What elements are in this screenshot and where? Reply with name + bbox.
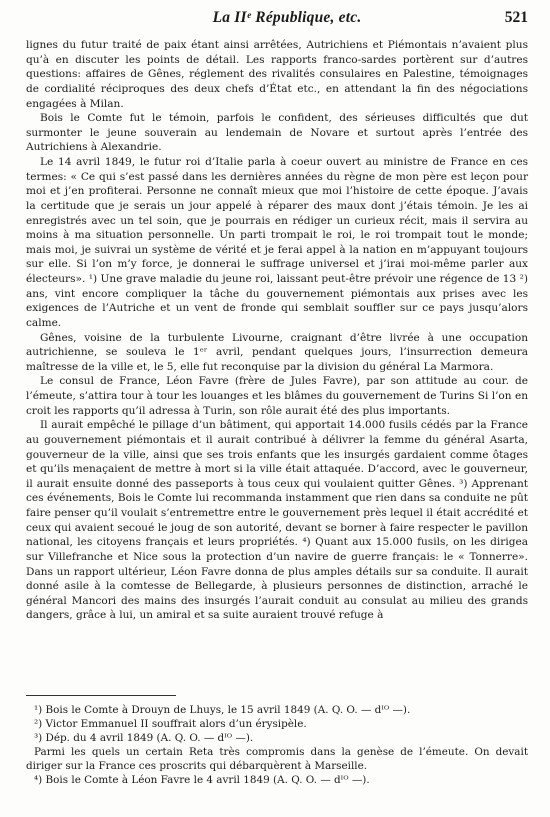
footnote-separator [26,695,176,696]
paragraph: Le 14 avril 1849, le futur roi d’Italie parla à coeur ouvert au ministre de France en ces termes: « Ce qui s’est passé dans les dernières années du règne de mon père est leçon pour moi et j’en profiterai. Personne ne connaît mieux que moi l’histoire de cette époque. J’avais la certitude que je serais un jour appelé à réparer des maux dont j’étais témoin. Je les ai enregistrés avec un tel soin, que je pourrais en rédiger un curieux récit, mais il servira au moins à ma situation personnelle. Un parti trompait le roi, le roi trompait tout le monde; mais moi, je suivrai un système de vérité et je ferai appel à la nation en m’appuyant toujours sur elle. Si l’on m’y force, je donnerai le suffrage universel et j’irai moi-même parler aux électeurs». ¹) Une grave maladie du jeune roi, laissant peut-être prévoir une régence de 13 ²) ans, vint encore compliquer la tâche du gouvernement piémontais aux prises avec les exigences de l’Autriche et un vent de fronde qui semblait souffler sur ce pays jusqu’alors calme. [26,156,528,329]
footnote-continued: Parmi les quels un certain Reta très compromis dans la genèse de l’émeute. On devait diriger sur la France ces proscrits qui débarquèrent à Marseille. [26,746,528,773]
body-text [26,38,528,623]
paragraph: Gênes, voisine de la turbulente Livourne, craignant d’être livrée à une occupation autrichienne, se souleva le 1ᵉʳ avril, pendant quelques jours, l’insurrection demeura maîtresse de la ville et, le 5, elle fut reconquise par la division du général La Marmora. [26,331,528,373]
paragraph: Il aurait empêché le pillage d’un bâtiment, qui apportait 14.000 fusils cédés par la France au gouvernement piémontais et il aurait contribué à délivrer la femme du général Asarta, gouverneur de la ville, ainsi que ses trois enfants que les insurgés gardaient comme ôtages et qu’ils menaçaient de mettre à mort si la ville était attaquée. D’accord, avec le gouverneur, il aurait ensuite donné des passeports à tous ceux qui voulaient quitter Gênes. ³) Apprenant ces événements, Bois le Comte lui recommanda instamment que rien dans sa conduite ne pût faire penser qu’il voulait s’entremettre entre le gouvernement près lequel il était accrédité et ceux qui avaient secoué le joug de son autorité, devant se borner à faire respecter le pavillon national, les citoyens français et leurs propriétés. ⁴) Quant aux 15.000 fusils, on les dirigea sur Villefranche et Nice sous la protection d’un navire de guerre français: le « Tonnerre». Dans un rapport ultérieur, Léon Favre donna de plus amples détails sur sa conduite. Il aurait donné asile à la comtesse de Bellegarde, à plusieurs personnes de distinction, arraché le général Mancori des mains des insurgés l’aurait conduit au consulat au milieu des grands dangers, grâce à lui, un amiral et sa suite auraient trouvé refuge à [26,419,528,622]
footnote: ⁴) Bois le Comte à Léon Favre le 4 avril 1849 (A. Q. O. — dᴵᴼ —). [34,774,370,787]
page-header [44,9,530,31]
paragraph-continued: lignes du futur traité de paix étant ainsi arrêtées, Autrichiens et Piémontais n’avaient plus qu’à en discuter les points de détail. Les rapports franco-sardes portèrent sur d’autres questions: affaires de Gênes, réglement des rivalités consulaires en Palestine, témoignages de cordialité réciproques des deux chefs d’État etc., en attendant la fin des négociations engagées à Milan. [26,39,528,110]
footnote: ¹) Bois le Comte à Drouyn de Lhuys, le 15 avril 1849 (A. Q. O. — dᴵᴼ —). [34,704,411,716]
footnotes [26,703,528,788]
paragraph: Bois le Comte fut le témoin, parfois le confident, des sérieuses difficultés que dut surmonter le jeune souverain au lendemain de Novare et surtout après l’entrée des Autrichiens à Alexandrie. [26,112,528,154]
footnote: ³) Dép. du 4 avril 1849 (A. Q. O. — dᴵᴼ —). [34,732,254,745]
page-number: 521 [504,9,528,26]
footnote: ²) Victor Emmanuel II souffrait alors d’un érysipèle. [34,718,307,731]
paragraph: Le consul de France, Léon Favre (frère de Jules Favre), par son attitude au cour. de l’émeute, s’attira tour à tour les louanges et les blâmes du gouvernement de Turins Si l’on en croit les rapports qu’il adressa à Turin, son rôle aurait été des plus importants. [26,375,528,417]
running-title: La IIᵉ République, etc. [212,9,362,26]
